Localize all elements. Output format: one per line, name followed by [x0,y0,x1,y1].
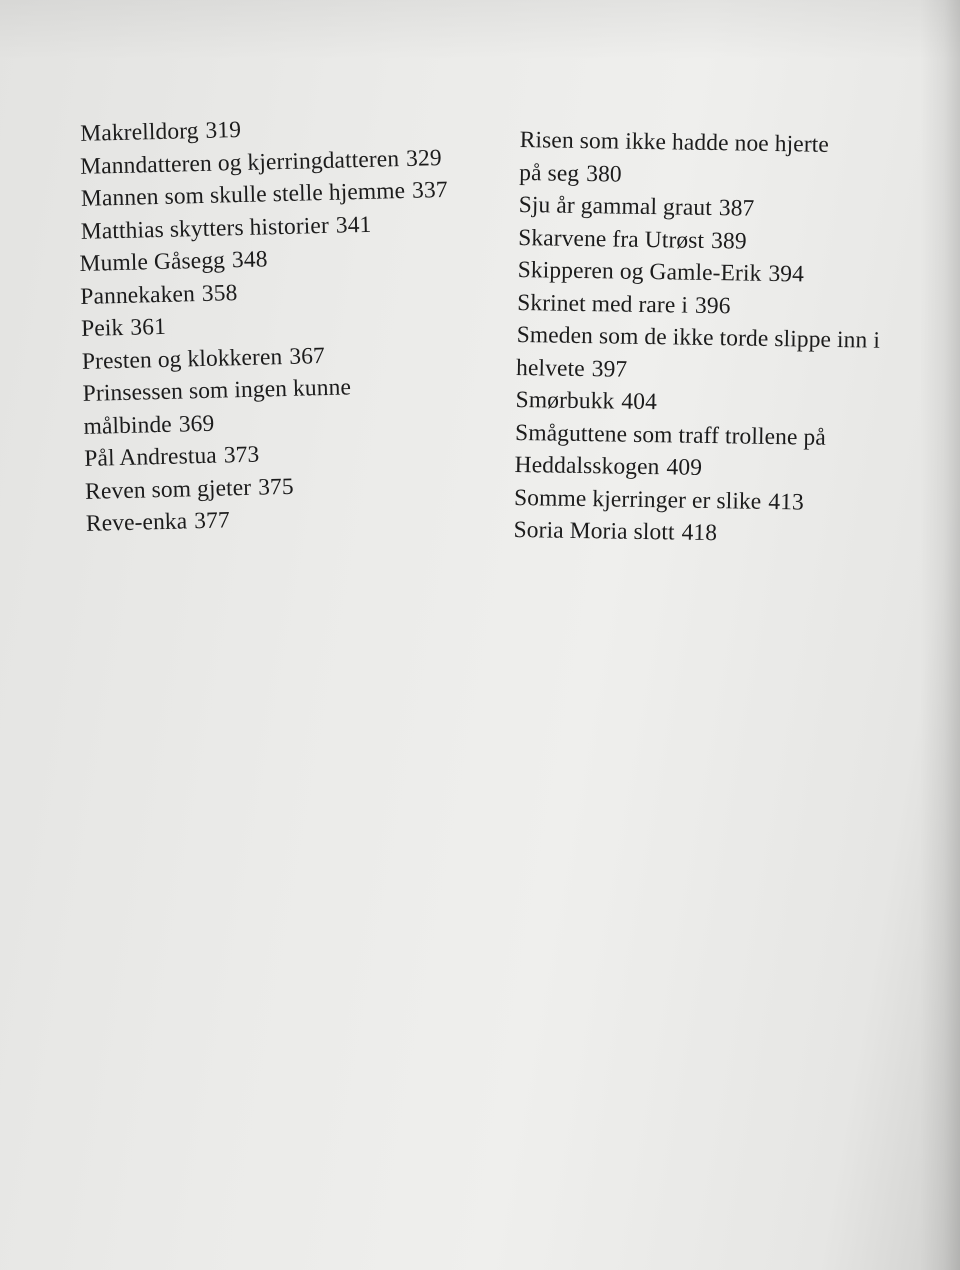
entry-page-number: 380 [586,160,622,188]
entry-title: Småguttene som traff trollene på [514,419,827,451]
entry-page-number: 375 [257,473,295,501]
entry-title: Risen som ikke hadde noe hjerte [519,126,830,158]
entry-title: Skrinet med rare i [516,289,689,319]
entry-title: Pål Andrestua [84,442,218,472]
entry-title: Makrelldorg [80,118,199,147]
entry-page-number: 358 [201,279,238,307]
entry-page-number: 418 [681,519,718,547]
entry-title: Manndatteren og kjerringdatteren [79,145,400,180]
entry-title: Pannekaken [80,280,196,310]
entry-title: på seg [519,159,580,187]
entry-page-number: 387 [718,195,755,222]
entry-title: Skipperen og Gamle-Erik [517,256,762,287]
entry-page-number: 348 [231,246,268,274]
entry-page-number: 329 [405,144,442,172]
entry-title: Reven som gjeter [84,474,252,505]
entry-title: Mannen som skulle stelle hjemme [80,177,406,212]
entry-page-number: 404 [621,388,658,416]
entry-page-number [358,374,359,400]
entry-page-number: 361 [130,313,167,341]
index-column-right [513,124,940,553]
entry-page-number: 373 [223,441,260,469]
entry-page-number: 394 [768,260,805,288]
entry-page-number: 409 [666,454,703,481]
entry-page-number: 377 [193,507,231,535]
entry-title: Heddalsskogen [514,451,660,481]
entry-page-number: 396 [694,292,731,319]
entry-title: Smeden som de ikke torde slippe inn i [516,321,881,354]
entry-title: Prinsessen som ingen kunne [82,374,352,407]
entry-title: Reve-enka [85,508,188,537]
entry-page-number: 319 [205,116,242,144]
page-top-shadow [0,0,960,60]
entry-title: Smørbukk [515,386,615,415]
entry-title: Somme kjerringer er slike [513,484,762,515]
entry-title: Soria Moria slott [513,516,675,546]
index-entry [513,514,933,553]
entry-title: Mumle Gåsegg [79,247,226,277]
entry-page-number: 397 [591,355,628,383]
entry-title: Sju år gammal graut [518,191,713,222]
entry-title: Peik [80,314,124,342]
entry-title: målbinde [83,411,173,440]
entry-page-number: 369 [178,410,215,438]
entry-page-number: 341 [335,211,372,239]
entry-page-number: 367 [288,342,326,370]
entry-title: helvete [515,354,585,382]
entry-title: Matthias skytters historier [80,212,330,245]
entry-page-number: 389 [710,227,747,255]
entry-title: Skarvene fra Utrøst [518,224,705,254]
entry-page-number: 413 [768,488,805,516]
entry-title: Presten og klokkeren [81,343,283,375]
entry-page-number: 337 [411,176,448,204]
index-column-left [76,107,526,540]
